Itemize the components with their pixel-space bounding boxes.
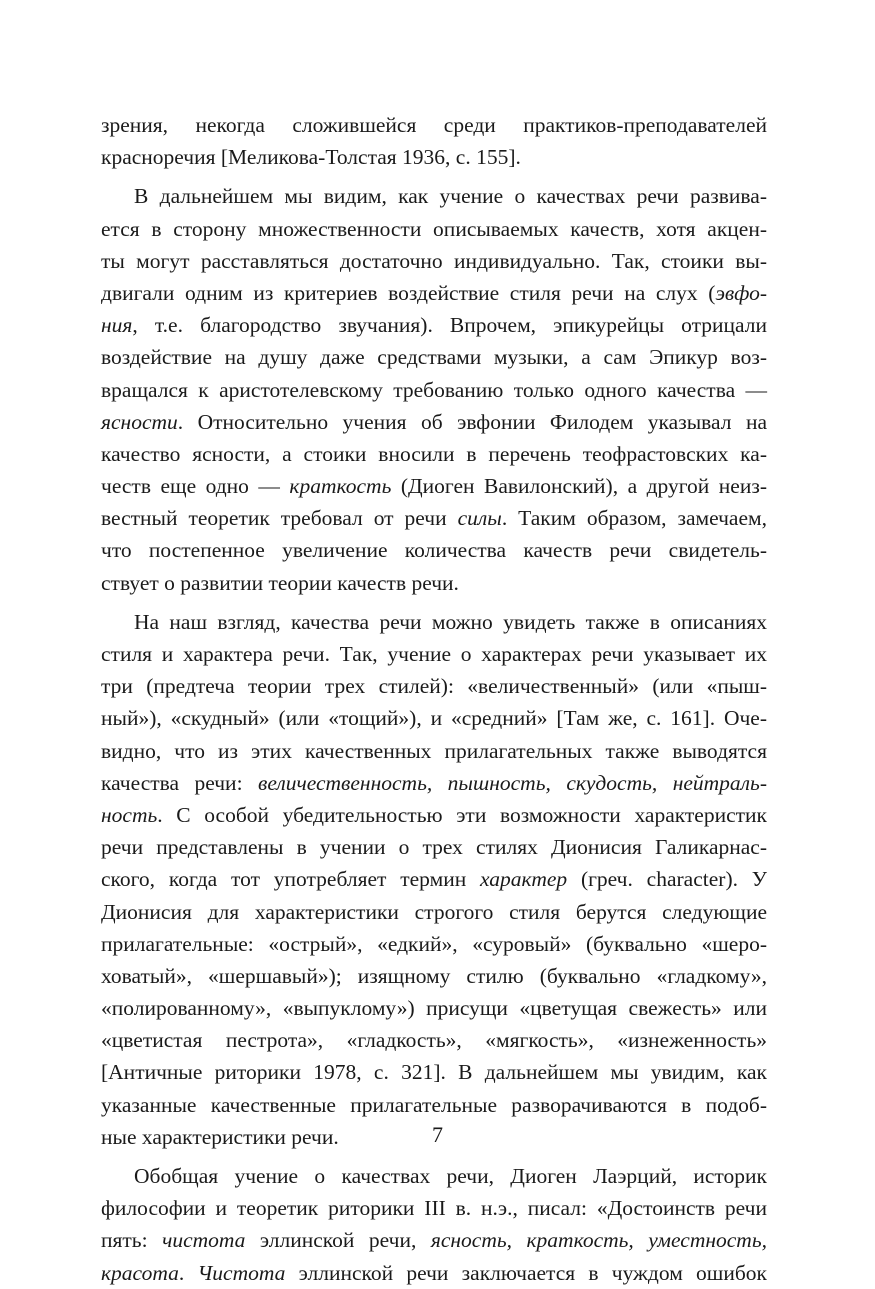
text-line — [101, 702, 767, 734]
italic-term: красота — [101, 1260, 179, 1285]
text-line — [101, 735, 767, 767]
italic-term: величественность, пышность, скудость, нейтраль- — [258, 770, 768, 795]
italic-term: чистота — [162, 1228, 246, 1253]
text-run: стиля и характера речи. Так, учение о характерах речи указывает их — [101, 642, 767, 666]
paragraph — [101, 180, 767, 598]
text-line — [101, 799, 767, 831]
text-run: качество ясности, а стоики вносили в перечень теофрастовских ка- — [101, 441, 767, 466]
text-run: эллинской речи, — [245, 1228, 431, 1253]
text-run: зрения, некогда сложившейся среди практиков-преподавателей — [101, 113, 767, 137]
text-run: , т.е. благородство звучания). Впрочем, эпикурейцы отрицали — [132, 313, 767, 338]
text-line — [101, 606, 767, 638]
text-run: . Относительно учения об эвфонии Филодем указывал на — [177, 409, 767, 434]
text-run: ные характеристики речи. — [101, 1124, 339, 1149]
text-run: ствует о развитии теории качеств речи. — [101, 570, 459, 595]
italic-term: ясности — [101, 409, 178, 434]
text-line — [101, 1192, 767, 1224]
text-run: ского, когда тот употребляет термин — [101, 867, 481, 892]
text-line — [101, 896, 767, 928]
text-line — [101, 534, 767, 566]
text-run: видно, что из этих качественных прилагательных также выводятся — [101, 738, 767, 763]
italic-term: ность — [101, 802, 158, 827]
text-line — [101, 767, 767, 799]
text-run: (греч. character). У — [567, 867, 768, 892]
text-line — [101, 502, 767, 534]
text-line — [101, 180, 767, 212]
text-run: (Диоген Вавилонский), а другой неиз- — [391, 474, 767, 499]
paragraph — [101, 606, 767, 1153]
text-run: Обобщая учение о качествах речи, Диоген Лаэрций, историк — [134, 1164, 767, 1188]
text-run: воздействие на душу даже средствами музыки, а сам Эпикур воз- — [101, 345, 767, 370]
italic-term: эвфо- — [715, 280, 767, 305]
text-line — [101, 1257, 767, 1289]
text-run: ный»), «скудный» (или «тощий»), и «средний» [Там же, с. 161]. Оче- — [101, 706, 767, 731]
text-run: что постепенное увеличение количества качеств речи свидетель- — [101, 538, 767, 563]
text-line — [101, 141, 767, 173]
text-run: «полированному», «выпуклому») присущи «цветущая свежесть» или — [101, 996, 767, 1021]
text-line — [101, 1056, 767, 1088]
text-line — [101, 567, 767, 599]
text-line — [101, 109, 767, 141]
italic-term: характер — [480, 867, 568, 892]
text-run: ты могут расставляться достаточно индивидуально. Так, стоики вы- — [101, 248, 767, 273]
text-run: вращался к аристотелевскому требованию только одного качества — — [101, 377, 767, 402]
text-run: . Таким образом, замечаем, — [501, 506, 767, 531]
body-text — [101, 109, 767, 1289]
text-line — [101, 831, 767, 863]
italic-term: Чистота — [197, 1260, 286, 1285]
text-run: речи представлены в учении о трех стилях Дионисия Галикарнас- — [101, 835, 767, 860]
text-run: . — [178, 1260, 198, 1285]
italic-term: силы — [457, 506, 502, 531]
text-line — [101, 1160, 767, 1192]
page-number: 7 — [432, 1122, 443, 1147]
text-run: . С особой убедительностью эти возможности характеристик — [157, 802, 767, 827]
text-run: Дионисия для характеристики строгого стиля берутся следующие — [101, 899, 767, 924]
text-run: честв еще одно — — [101, 474, 290, 499]
text-line — [101, 1024, 767, 1056]
text-run: вестный теоретик требовал от речи — [101, 506, 458, 531]
text-line — [101, 438, 767, 470]
text-run: двигали одним из критериев воздействие стиля речи на слух ( — [101, 280, 716, 305]
italic-term: ния — [101, 313, 133, 338]
paragraph-gap — [101, 173, 767, 180]
paragraph — [101, 109, 767, 173]
text-run: эллинской речи заключается в чуждом ошибок — [285, 1260, 767, 1285]
text-line — [101, 277, 767, 309]
text-run: «цветистая пестрота», «гладкость», «мягкость», «изнеженность» — [101, 1028, 767, 1053]
paragraph — [101, 1160, 767, 1289]
text-run: пять: — [101, 1228, 163, 1253]
text-line — [101, 1089, 767, 1121]
text-run: [Античные риторики 1978, с. 321]. В дальнейшем мы увидим, как — [101, 1060, 767, 1085]
text-line — [101, 406, 767, 438]
text-run: ется в сторону множественности описываемых качеств, хотя акцен- — [101, 216, 767, 241]
text-line — [101, 928, 767, 960]
text-line — [101, 638, 767, 670]
text-run: качества речи: — [101, 770, 258, 795]
text-line — [101, 960, 767, 992]
text-line — [101, 309, 767, 341]
text-line — [101, 1224, 767, 1256]
text-run: философии и теоретик риторики III в. н.э., писал: «Достоинств речи — [101, 1196, 767, 1221]
text-run: три (предтеча теории трех стилей): «величественный» (или «пыш- — [101, 674, 767, 699]
paragraph-gap — [101, 1153, 767, 1160]
text-line — [101, 863, 767, 895]
paragraph-gap — [101, 599, 767, 606]
text-run: указанные качественные прилагательные разворачиваются в подоб- — [101, 1092, 767, 1117]
text-run: В дальнейшем мы видим, как учение о качествах речи развива- — [134, 184, 767, 209]
text-run: ховатый», «шершавый»); изящному стилю (буквально «гладкому», — [101, 963, 767, 988]
text-line — [101, 245, 767, 277]
text-line — [101, 670, 767, 702]
text-run: красноречия [Меликова-Толстая 1936, с. 155]. — [101, 145, 521, 170]
text-line — [101, 213, 767, 245]
text-line — [101, 374, 767, 406]
text-line — [101, 992, 767, 1024]
italic-term: ясность, краткость, уместность, — [430, 1228, 767, 1253]
text-run: На наш взгляд, качества речи можно увидеть также в описаниях — [134, 609, 767, 634]
text-run: прилагательные: «острый», «едкий», «суровый» (буквально «шеро- — [101, 931, 767, 956]
italic-term: краткость — [289, 474, 392, 499]
text-line — [101, 341, 767, 373]
text-line — [101, 470, 767, 502]
